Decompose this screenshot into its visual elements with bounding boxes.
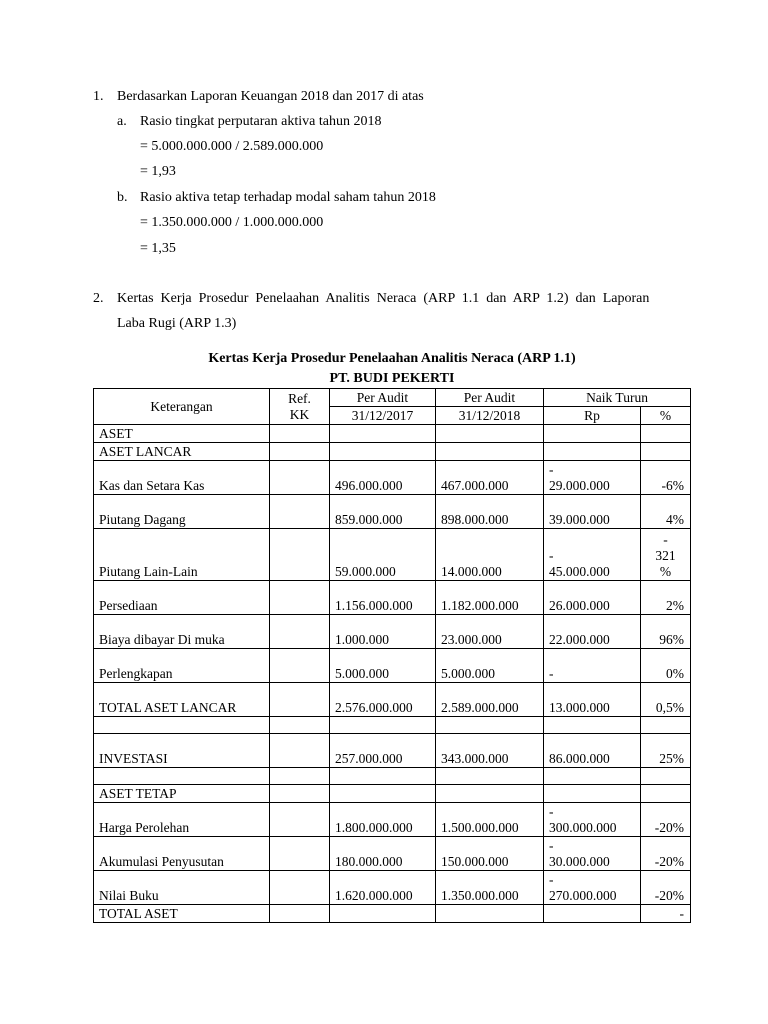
table-row bbox=[94, 581, 691, 615]
change-rp: 26.000.000 bbox=[544, 581, 641, 615]
change-sign: - bbox=[549, 872, 554, 887]
table-row bbox=[94, 905, 691, 923]
table-row bbox=[94, 683, 691, 717]
change-value: 270.000.000 bbox=[549, 888, 617, 903]
change-pct: 2% bbox=[641, 581, 691, 615]
item-1b-result: = 1,35 bbox=[140, 241, 176, 256]
change-pct: 25% bbox=[641, 734, 691, 768]
change-pct: 4% bbox=[641, 495, 691, 529]
change-rp bbox=[544, 871, 641, 905]
change-rp: 86.000.000 bbox=[544, 734, 641, 768]
value-2017: 496.000.000 bbox=[330, 461, 436, 495]
row-label: Biaya dibayar Di muka bbox=[94, 615, 270, 649]
header-per-audit-2018: Per Audit bbox=[436, 389, 544, 407]
value-2017: 59.000.000 bbox=[330, 529, 436, 581]
change-pct: -20% bbox=[641, 871, 691, 905]
item-2-line-1: Kertas Kerja Prosedur Penelaahan Analitis Neraca (ARP 1.1 dan ARP 1.2) dan Laporan bbox=[117, 291, 650, 306]
pct-unit: % bbox=[659, 564, 672, 579]
change-pct: -20% bbox=[641, 837, 691, 871]
row-label: Nilai Buku bbox=[94, 871, 270, 905]
value-2017: 859.000.000 bbox=[330, 495, 436, 529]
row-label: Kas dan Setara Kas bbox=[94, 461, 270, 495]
table-row-empty bbox=[94, 717, 691, 734]
row-label: ASET LANCAR bbox=[94, 443, 270, 461]
value-2018: 1.500.000.000 bbox=[436, 803, 544, 837]
value-2017: 2.576.000.000 bbox=[330, 683, 436, 717]
item-1a-letter: a. bbox=[117, 114, 127, 129]
header-keterangan: Keterangan bbox=[94, 389, 270, 425]
row-label: INVESTASI bbox=[94, 734, 270, 768]
company-name: PT. BUDI PEKERTI bbox=[329, 371, 455, 386]
table-row bbox=[94, 734, 691, 768]
value-2017: 1.800.000.000 bbox=[330, 803, 436, 837]
value-2017: 257.000.000 bbox=[330, 734, 436, 768]
header-pct: % bbox=[641, 407, 691, 425]
value-2018: 1.182.000.000 bbox=[436, 581, 544, 615]
change-rp: 22.000.000 bbox=[544, 615, 641, 649]
row-label: Perlengkapan bbox=[94, 649, 270, 683]
value-2018: 23.000.000 bbox=[436, 615, 544, 649]
table-row bbox=[94, 425, 691, 443]
change-pct: -6% bbox=[641, 461, 691, 495]
change-value: 45.000.000 bbox=[549, 564, 610, 579]
row-label: Piutang Lain-Lain bbox=[94, 529, 270, 581]
change-sign: - bbox=[549, 804, 554, 819]
value-2018: 2.589.000.000 bbox=[436, 683, 544, 717]
change-pct bbox=[641, 529, 691, 581]
change-value: 29.000.000 bbox=[549, 478, 610, 493]
change-rp bbox=[544, 803, 641, 837]
row-label: ASET TETAP bbox=[94, 785, 270, 803]
header-per-audit-2017: Per Audit bbox=[330, 389, 436, 407]
table-row bbox=[94, 443, 691, 461]
header-naik-turun: Naik Turun bbox=[544, 389, 691, 407]
item-2-line-2: Laba Rugi (ARP 1.3) bbox=[117, 316, 237, 331]
item-1b-text: Rasio aktiva tetap terhadap modal saham tahun 2018 bbox=[140, 190, 436, 205]
change-pct: -20% bbox=[641, 803, 691, 837]
row-label: Persediaan bbox=[94, 581, 270, 615]
row-label: Akumulasi Penyusutan bbox=[94, 837, 270, 871]
value-2018: 5.000.000 bbox=[436, 649, 544, 683]
header-date-2018: 31/12/2018 bbox=[436, 407, 544, 425]
item-2-number: 2. bbox=[93, 291, 104, 306]
table-row-empty bbox=[94, 768, 691, 785]
change-pct: 96% bbox=[641, 615, 691, 649]
value-2018: 1.350.000.000 bbox=[436, 871, 544, 905]
pct-sign: - bbox=[663, 532, 668, 547]
value-2018: 150.000.000 bbox=[436, 837, 544, 871]
pct-number: 321 bbox=[655, 548, 676, 563]
header-ref-kk bbox=[270, 389, 330, 425]
value-2018: 343.000.000 bbox=[436, 734, 544, 768]
change-rp: - bbox=[544, 649, 641, 683]
table-row bbox=[94, 495, 691, 529]
row-label: TOTAL ASET bbox=[94, 905, 270, 923]
header-rp: Rp bbox=[544, 407, 641, 425]
change-pct: - bbox=[641, 905, 691, 923]
item-1-text: Berdasarkan Laporan Keuangan 2018 dan 2017 di atas bbox=[117, 89, 424, 104]
item-1a-calc: = 5.000.000.000 / 2.589.000.000 bbox=[140, 139, 324, 154]
item-1a-result: = 1,93 bbox=[140, 164, 176, 179]
change-rp bbox=[544, 529, 641, 581]
header-kk: KK bbox=[289, 406, 310, 422]
value-2017: 1.156.000.000 bbox=[330, 581, 436, 615]
change-rp: 13.000.000 bbox=[544, 683, 641, 717]
change-sign: - bbox=[549, 838, 554, 853]
item-1b-letter: b. bbox=[117, 190, 128, 205]
table-title: Kertas Kerja Prosedur Penelaahan Analitis Neraca (ARP 1.1) bbox=[208, 351, 576, 366]
change-pct: 0% bbox=[641, 649, 691, 683]
change-value: 30.000.000 bbox=[549, 854, 610, 869]
change-sign: - bbox=[549, 462, 554, 477]
table-row bbox=[94, 837, 691, 871]
header-ref: Ref. bbox=[288, 390, 311, 406]
value-2017: 1.000.000 bbox=[330, 615, 436, 649]
change-pct: 0,5% bbox=[641, 683, 691, 717]
table-row bbox=[94, 803, 691, 837]
change-sign: - bbox=[549, 548, 554, 563]
row-label: ASET bbox=[94, 425, 270, 443]
table-row bbox=[94, 529, 691, 581]
item-1-number: 1. bbox=[93, 89, 104, 104]
value-2018: 898.000.000 bbox=[436, 495, 544, 529]
worksheet-table bbox=[93, 388, 691, 923]
value-2017: 1.620.000.000 bbox=[330, 871, 436, 905]
row-label: Piutang Dagang bbox=[94, 495, 270, 529]
header-date-2017: 31/12/2017 bbox=[330, 407, 436, 425]
row-label: TOTAL ASET LANCAR bbox=[94, 683, 270, 717]
change-value: 300.000.000 bbox=[549, 820, 617, 835]
change-rp: 39.000.000 bbox=[544, 495, 641, 529]
value-2018: 14.000.000 bbox=[436, 529, 544, 581]
header-row-1 bbox=[94, 389, 691, 407]
value-2018: 467.000.000 bbox=[436, 461, 544, 495]
table-row bbox=[94, 871, 691, 905]
item-1b-calc: = 1.350.000.000 / 1.000.000.000 bbox=[140, 215, 324, 230]
table-row bbox=[94, 785, 691, 803]
table-row bbox=[94, 615, 691, 649]
row-label: Harga Perolehan bbox=[94, 803, 270, 837]
table-row bbox=[94, 461, 691, 495]
value-2017: 5.000.000 bbox=[330, 649, 436, 683]
table-row bbox=[94, 649, 691, 683]
change-rp bbox=[544, 461, 641, 495]
value-2017: 180.000.000 bbox=[330, 837, 436, 871]
change-rp bbox=[544, 837, 641, 871]
item-1a-text: Rasio tingkat perputaran aktiva tahun 2018 bbox=[140, 114, 382, 129]
